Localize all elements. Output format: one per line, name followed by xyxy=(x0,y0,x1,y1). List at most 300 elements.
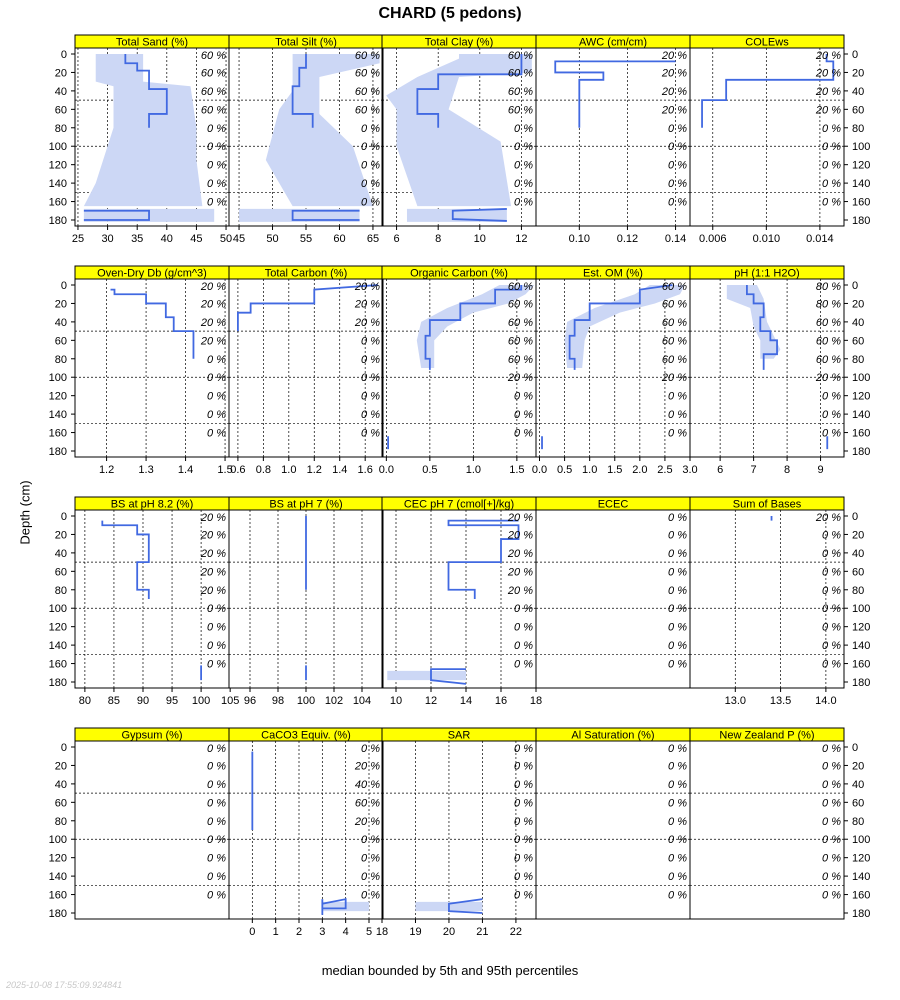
panel-title: pH (1:1 H2O) xyxy=(734,267,800,280)
percent-label: 20 % xyxy=(200,529,226,542)
y-tick-label: 120 xyxy=(48,852,67,865)
percent-label: 0 % xyxy=(207,409,226,422)
y-tick-label: 120 xyxy=(48,390,67,403)
percent-label: 0 % xyxy=(361,372,380,385)
x-tick-label: 0.0 xyxy=(531,464,548,476)
x-tick-label: 5 xyxy=(365,926,373,938)
x-tick-label: 2.0 xyxy=(632,464,648,476)
x-tick-label: 0.5 xyxy=(422,464,438,476)
percent-label: 0 % xyxy=(207,196,226,209)
y-tick-label: 20 xyxy=(852,760,865,773)
x-tick-label: 1.0 xyxy=(465,464,482,476)
y-tick-label: 100 xyxy=(852,603,871,616)
percent-label: 0 % xyxy=(361,889,380,902)
y-tick-label: 160 xyxy=(852,427,871,440)
y-tick-label: 40 xyxy=(54,316,67,329)
percent-label: 60 % xyxy=(661,298,687,311)
x-tick-label: 7 xyxy=(750,464,757,476)
x-tick-label: 50 xyxy=(266,233,279,245)
percent-label: 0 % xyxy=(514,889,533,902)
y-axis-label: Depth (cm) xyxy=(17,480,33,545)
percent-label: 60 % xyxy=(200,104,226,117)
percent-label: 60 % xyxy=(661,316,687,329)
x-tick-label: 45 xyxy=(232,233,246,245)
percent-label: 0 % xyxy=(514,815,533,828)
percent-label: 20 % xyxy=(661,104,687,117)
percent-label: 0 % xyxy=(207,742,226,755)
percent-label: 0 % xyxy=(822,852,841,865)
percent-label: 60 % xyxy=(507,85,533,98)
percent-label: 0 % xyxy=(668,871,687,884)
y-tick-label: 0 xyxy=(60,511,67,523)
percent-label: 60 % xyxy=(507,335,533,348)
y-tick-label: 80 xyxy=(54,353,67,366)
percent-label: 0 % xyxy=(822,871,841,884)
panel-title: ECEC xyxy=(597,498,629,511)
panel-title: AWC (cm/cm) xyxy=(578,36,648,49)
percent-label: 20 % xyxy=(354,316,380,329)
y-tick-label: 100 xyxy=(48,141,67,154)
y-tick-label: 160 xyxy=(852,196,871,209)
x-tick-label: 1.5 xyxy=(217,464,233,476)
percent-label: 20 % xyxy=(200,316,226,329)
y-tick-label: 60 xyxy=(852,566,865,579)
y-tick-label: 160 xyxy=(48,889,67,902)
x-tick-label: 1 xyxy=(272,926,279,938)
x-tick-label: 1.5 xyxy=(607,464,623,476)
percent-label: 20 % xyxy=(200,547,226,560)
panel-title: Total Clay (%) xyxy=(424,36,494,49)
percent-label: 60 % xyxy=(354,49,380,62)
panel-title: Total Carbon (%) xyxy=(264,267,348,280)
x-tick-label: 85 xyxy=(107,695,121,707)
percent-label: 0 % xyxy=(514,122,533,135)
y-tick-label: 120 xyxy=(852,852,871,865)
percent-label: 20 % xyxy=(354,815,380,828)
percent-label: 0 % xyxy=(514,427,533,440)
percent-label: 60 % xyxy=(354,67,380,80)
y-tick-label: 140 xyxy=(48,409,67,422)
percent-label: 0 % xyxy=(668,547,687,560)
y-tick-label: 120 xyxy=(852,390,871,403)
percent-label: 0 % xyxy=(207,159,226,172)
percent-label: 0 % xyxy=(514,178,533,191)
percent-label: 0 % xyxy=(822,815,841,828)
percentile-band xyxy=(387,671,466,680)
percent-label: 0 % xyxy=(514,390,533,403)
percent-label: 0 % xyxy=(514,797,533,810)
x-tick-label: 0.6 xyxy=(230,464,246,476)
y-tick-label: 140 xyxy=(48,871,67,884)
percent-label: 0 % xyxy=(207,871,226,884)
y-tick-label: 60 xyxy=(54,335,67,348)
x-tick-label: 100 xyxy=(296,695,316,707)
percent-label: 0 % xyxy=(207,889,226,902)
x-tick-label: 35 xyxy=(131,233,144,245)
percent-label: 0 % xyxy=(207,621,226,634)
x-tick-label: 6 xyxy=(393,233,400,245)
percent-label: 0 % xyxy=(822,390,841,403)
percent-label: 20 % xyxy=(507,372,533,385)
percent-label: 0 % xyxy=(361,852,380,865)
percent-label: 0 % xyxy=(822,760,841,773)
percent-label: 0 % xyxy=(514,871,533,884)
percent-label: 0 % xyxy=(207,353,226,366)
x-tick-label: 3.0 xyxy=(682,464,698,476)
percent-label: 60 % xyxy=(354,104,380,117)
percent-label: 0 % xyxy=(514,742,533,755)
percent-label: 20 % xyxy=(200,566,226,579)
x-tick-label: 1.2 xyxy=(306,464,322,476)
percent-label: 20 % xyxy=(815,372,841,385)
y-tick-label: 40 xyxy=(54,547,67,560)
x-tick-label: 0.12 xyxy=(616,233,639,245)
percent-label: 0 % xyxy=(207,122,226,135)
percent-label: 0 % xyxy=(514,852,533,865)
percent-label: 0 % xyxy=(514,760,533,773)
y-tick-label: 40 xyxy=(852,778,865,791)
percent-label: 0 % xyxy=(668,122,687,135)
percent-label: 0 % xyxy=(822,603,841,616)
percent-label: 20 % xyxy=(354,760,380,773)
y-tick-label: 140 xyxy=(852,409,871,422)
chart-title: CHARD (5 pedons) xyxy=(378,5,522,22)
percent-label: 20 % xyxy=(507,529,533,542)
y-tick-label: 40 xyxy=(54,778,67,791)
y-tick-label: 180 xyxy=(852,215,871,227)
percent-label: 60 % xyxy=(815,316,841,329)
x-tick-label: 4 xyxy=(342,926,349,938)
x-tick-label: 55 xyxy=(299,233,313,245)
y-tick-label: 60 xyxy=(852,104,865,117)
panel-title: Total Sand (%) xyxy=(115,36,189,49)
y-tick-label: 80 xyxy=(852,122,865,135)
percent-label: 0 % xyxy=(207,852,226,865)
percent-label: 0 % xyxy=(207,427,226,440)
percent-label: 0 % xyxy=(668,529,687,542)
panel-title: BS at pH 7 (%) xyxy=(269,498,343,511)
y-tick-label: 140 xyxy=(852,871,871,884)
x-tick-label: 0.14 xyxy=(664,233,687,245)
y-tick-label: 20 xyxy=(54,529,67,542)
x-tick-label: 8 xyxy=(784,464,791,476)
y-tick-label: 80 xyxy=(852,353,865,366)
percent-label: 0 % xyxy=(668,141,687,154)
y-tick-label: 160 xyxy=(48,658,67,671)
percent-label: 0 % xyxy=(822,159,841,172)
percent-label: 0 % xyxy=(668,621,687,634)
percent-label: 60 % xyxy=(200,67,226,80)
median-line xyxy=(111,290,194,359)
y-tick-label: 140 xyxy=(852,640,871,653)
percent-label: 60 % xyxy=(507,104,533,117)
x-tick-label: 19 xyxy=(409,926,422,938)
percent-label: 20 % xyxy=(661,49,687,62)
panel-border xyxy=(690,741,844,919)
y-tick-label: 20 xyxy=(852,529,865,542)
percent-label: 0 % xyxy=(668,778,687,791)
percent-label: 20 % xyxy=(815,85,841,98)
y-tick-label: 0 xyxy=(852,49,859,61)
percent-label: 0 % xyxy=(822,584,841,597)
x-tick-label: 3 xyxy=(319,926,326,938)
percent-label: 0 % xyxy=(668,889,687,902)
median-line xyxy=(102,521,148,599)
x-tick-label: 14.0 xyxy=(815,695,837,707)
x-tick-label: 80 xyxy=(78,695,92,707)
panel-border xyxy=(536,510,690,688)
y-tick-label: 60 xyxy=(54,566,67,579)
y-tick-label: 20 xyxy=(54,298,67,311)
y-tick-label: 120 xyxy=(48,621,67,634)
y-tick-label: 0 xyxy=(60,49,67,61)
percent-label: 0 % xyxy=(668,603,687,616)
panel-border xyxy=(382,741,536,919)
y-tick-label: 60 xyxy=(852,797,865,810)
percent-label: 20 % xyxy=(200,335,226,348)
percent-label: 0 % xyxy=(514,196,533,209)
x-tick-label: 90 xyxy=(136,695,150,707)
x-tick-label: 1.5 xyxy=(509,464,525,476)
y-tick-label: 140 xyxy=(852,178,871,191)
panel-title: BS at pH 8.2 (%) xyxy=(110,498,194,511)
percent-label: 20 % xyxy=(354,298,380,311)
panel-title: Oven-Dry Db (g/cm^3) xyxy=(97,267,207,280)
y-tick-label: 100 xyxy=(48,603,67,616)
x-tick-label: 9 xyxy=(817,464,824,476)
y-tick-label: 180 xyxy=(852,446,871,458)
percent-label: 60 % xyxy=(354,85,380,98)
percent-label: 0 % xyxy=(822,640,841,653)
x-tick-label: 10 xyxy=(473,233,486,245)
percent-label: 0 % xyxy=(514,141,533,154)
percent-label: 0 % xyxy=(361,409,380,422)
percent-label: 20 % xyxy=(200,280,226,293)
percent-label: 0 % xyxy=(361,427,380,440)
y-tick-label: 0 xyxy=(852,511,859,523)
x-tick-label: 96 xyxy=(243,695,257,707)
x-tick-label: 98 xyxy=(271,695,285,707)
x-tick-label: 104 xyxy=(352,695,372,707)
percent-label: 20 % xyxy=(200,511,226,524)
x-tick-label: 0.0 xyxy=(378,464,394,476)
panel-border xyxy=(690,510,844,688)
percent-label: 0 % xyxy=(822,409,841,422)
percent-label: 20 % xyxy=(354,280,380,293)
y-tick-label: 60 xyxy=(54,104,67,117)
percent-label: 20 % xyxy=(507,566,533,579)
x-tick-label: 18 xyxy=(529,695,543,707)
percent-label: 0 % xyxy=(668,815,687,828)
percent-label: 0 % xyxy=(668,852,687,865)
x-tick-label: 21 xyxy=(476,926,489,938)
percent-label: 0 % xyxy=(514,603,533,616)
y-tick-label: 160 xyxy=(48,196,67,209)
panel-title: Al Saturation (%) xyxy=(571,729,655,742)
percent-label: 0 % xyxy=(361,871,380,884)
x-tick-label: 6 xyxy=(717,464,724,476)
y-tick-label: 180 xyxy=(48,215,67,227)
percent-label: 0 % xyxy=(361,834,380,847)
x-tick-label: 0.014 xyxy=(806,233,834,245)
y-tick-label: 0 xyxy=(852,280,859,292)
x-tick-label: 0.8 xyxy=(255,464,272,476)
percent-label: 40 % xyxy=(354,778,380,791)
percent-label: 0 % xyxy=(514,621,533,634)
panel-title: Sum of Bases xyxy=(732,498,802,511)
percent-label: 0 % xyxy=(361,196,380,209)
x-tick-label: 30 xyxy=(101,233,114,245)
percent-label: 0 % xyxy=(668,834,687,847)
panel-border xyxy=(536,741,690,919)
percent-label: 0 % xyxy=(514,640,533,653)
percent-label: 20 % xyxy=(661,67,687,80)
x-tick-label: 2.5 xyxy=(657,464,673,476)
percent-label: 0 % xyxy=(822,621,841,634)
x-tick-label: 102 xyxy=(324,695,344,707)
x-tick-label: 0.010 xyxy=(752,233,781,245)
x-tick-label: 0 xyxy=(249,926,256,938)
percent-label: 0 % xyxy=(822,834,841,847)
y-tick-label: 100 xyxy=(852,834,871,847)
percent-label: 60 % xyxy=(815,353,841,366)
percent-label: 60 % xyxy=(661,280,687,293)
y-tick-label: 80 xyxy=(852,584,865,597)
percent-label: 20 % xyxy=(507,547,533,560)
percent-label: 0 % xyxy=(207,372,226,385)
percent-label: 0 % xyxy=(207,603,226,616)
y-tick-label: 0 xyxy=(60,280,67,292)
percent-label: 60 % xyxy=(507,353,533,366)
y-tick-label: 20 xyxy=(54,760,67,773)
panel-title: Est. OM (%) xyxy=(583,267,643,280)
y-tick-label: 20 xyxy=(54,67,67,80)
percent-label: 0 % xyxy=(514,409,533,422)
y-tick-label: 0 xyxy=(60,742,67,754)
percent-label: 20 % xyxy=(815,104,841,117)
percent-label: 0 % xyxy=(668,584,687,597)
percent-label: 0 % xyxy=(822,141,841,154)
percent-label: 0 % xyxy=(822,529,841,542)
y-tick-label: 40 xyxy=(852,316,865,329)
y-tick-label: 80 xyxy=(852,815,865,828)
panel-title: Gypsum (%) xyxy=(121,729,183,742)
y-tick-label: 0 xyxy=(852,742,859,754)
percent-label: 0 % xyxy=(207,141,226,154)
timestamp: 2025-10-08 17:55:09.924841 xyxy=(6,980,123,990)
y-tick-label: 60 xyxy=(54,797,67,810)
panel-title: CaCO3 Equiv. (%) xyxy=(261,729,351,742)
x-tick-label: 1.2 xyxy=(98,464,115,476)
x-tick-label: 1.4 xyxy=(332,464,348,476)
y-tick-label: 180 xyxy=(852,677,871,689)
panel-title: SAR xyxy=(447,729,471,742)
x-tick-label: 22 xyxy=(509,926,523,938)
percent-label: 0 % xyxy=(822,742,841,755)
percent-label: 20 % xyxy=(815,511,841,524)
percent-label: 0 % xyxy=(668,159,687,172)
percent-label: 0 % xyxy=(207,760,226,773)
percent-label: 0 % xyxy=(822,122,841,135)
y-tick-label: 180 xyxy=(48,908,67,920)
x-tick-label: 10 xyxy=(389,695,403,707)
x-tick-label: 14 xyxy=(459,695,473,707)
percent-label: 60 % xyxy=(507,280,533,293)
percent-label: 20 % xyxy=(815,49,841,62)
x-tick-label: 16 xyxy=(494,695,508,707)
y-tick-label: 80 xyxy=(54,122,67,135)
percent-label: 60 % xyxy=(507,67,533,80)
panel-border xyxy=(75,741,229,919)
y-tick-label: 120 xyxy=(852,621,871,634)
percent-label: 0 % xyxy=(361,141,380,154)
percent-label: 60 % xyxy=(200,49,226,62)
percent-label: 20 % xyxy=(507,584,533,597)
percent-label: 0 % xyxy=(822,889,841,902)
percent-label: 20 % xyxy=(661,372,687,385)
x-tick-label: 12 xyxy=(515,233,528,245)
x-tick-label: 0.006 xyxy=(698,233,727,245)
percent-label: 60 % xyxy=(507,49,533,62)
percent-label: 20 % xyxy=(200,584,226,597)
percent-label: 80 % xyxy=(815,298,841,311)
y-tick-label: 120 xyxy=(48,159,67,172)
percent-label: 0 % xyxy=(822,778,841,791)
percent-label: 0 % xyxy=(822,196,841,209)
percent-label: 60 % xyxy=(661,335,687,348)
x-tick-label: 25 xyxy=(71,233,85,245)
y-tick-label: 100 xyxy=(48,834,67,847)
percent-label: 0 % xyxy=(822,427,841,440)
y-tick-label: 160 xyxy=(852,658,871,671)
percent-label: 0 % xyxy=(668,742,687,755)
y-tick-label: 120 xyxy=(852,159,871,172)
y-tick-label: 100 xyxy=(852,372,871,385)
percent-label: 0 % xyxy=(361,159,380,172)
percent-label: 60 % xyxy=(507,316,533,329)
percent-label: 0 % xyxy=(207,834,226,847)
percent-label: 20 % xyxy=(200,298,226,311)
y-tick-label: 140 xyxy=(48,178,67,191)
percent-label: 0 % xyxy=(514,658,533,671)
percent-label: 0 % xyxy=(514,834,533,847)
median-line xyxy=(702,54,833,128)
panel-title: CEC pH 7 (cmol[+]/kg) xyxy=(403,498,515,511)
percent-label: 0 % xyxy=(822,797,841,810)
percent-label: 0 % xyxy=(361,122,380,135)
x-tick-label: 60 xyxy=(333,233,346,245)
x-tick-label: 40 xyxy=(160,233,173,245)
x-tick-label: 0.5 xyxy=(556,464,573,476)
y-tick-label: 160 xyxy=(852,889,871,902)
percent-label: 20 % xyxy=(507,511,533,524)
percent-label: 20 % xyxy=(661,85,687,98)
y-tick-label: 20 xyxy=(852,298,865,311)
x-tick-label: 13.0 xyxy=(724,695,747,707)
percent-label: 0 % xyxy=(361,335,380,348)
y-tick-label: 100 xyxy=(852,141,871,154)
percent-label: 0 % xyxy=(207,797,226,810)
x-tick-label: 50 xyxy=(219,233,233,245)
percent-label: 0 % xyxy=(668,178,687,191)
x-tick-label: 1.6 xyxy=(357,464,373,476)
percent-label: 0 % xyxy=(361,742,380,755)
x-tick-label: 2 xyxy=(295,926,303,938)
percent-label: 0 % xyxy=(207,640,226,653)
percent-label: 0 % xyxy=(668,640,687,653)
percent-label: 0 % xyxy=(207,390,226,403)
x-tick-label: 105 xyxy=(220,695,240,707)
